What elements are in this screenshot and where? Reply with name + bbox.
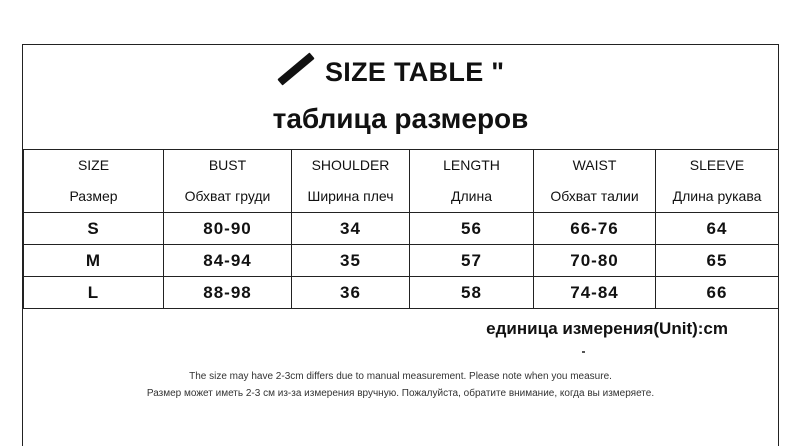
table-cell: 84-94	[164, 245, 292, 277]
measurement-note-english: The size may have 2-3cm differs due to manual measurement. Please note when you measure.	[189, 371, 612, 382]
header-sleeve-ru: Длина рукава	[656, 180, 779, 213]
header-shoulder: SHOULDER	[292, 150, 410, 181]
header-row-english	[24, 150, 779, 181]
size-chart-frame	[22, 44, 779, 446]
header-waist-ru: Обхват талии	[534, 180, 656, 213]
table-row	[24, 245, 779, 277]
table-cell: 66	[656, 277, 779, 309]
table-cell: M	[24, 245, 164, 277]
size-table	[23, 149, 779, 309]
table-row	[24, 277, 779, 309]
slash-mark-icon	[277, 52, 314, 85]
header-length-ru: Длина	[410, 180, 534, 213]
table-cell: 80-90	[164, 213, 292, 245]
header-length: LENGTH	[410, 150, 534, 181]
table-cell: 64	[656, 213, 779, 245]
table-cell: 35	[292, 245, 410, 277]
measurement-note-russian: Размер может иметь 2-3 см из-за измерения вручную. Пожалуйста, обратите внимание, когда вы измеряете.	[146, 388, 655, 399]
header-sleeve: SLEEVE	[656, 150, 779, 181]
header-waist: WAIST	[534, 150, 656, 181]
title-russian: таблица размеров	[272, 103, 529, 134]
table-cell: 56	[410, 213, 534, 245]
unit-label: единица измерения(Unit):cm	[486, 319, 728, 338]
table-cell: 58	[410, 277, 534, 309]
title-block	[23, 45, 778, 149]
table-cell: 66-76	[534, 213, 656, 245]
header-size: SIZE	[24, 150, 164, 181]
table-cell: 70-80	[534, 245, 656, 277]
header-bust-ru: Обхват груди	[164, 180, 292, 213]
table-cell: 57	[410, 245, 534, 277]
header-shoulder-ru: Ширина плеч	[292, 180, 410, 213]
header-size-ru: Размер	[24, 180, 164, 213]
table-row	[24, 213, 779, 245]
table-cell: L	[24, 277, 164, 309]
header-bust: BUST	[164, 150, 292, 181]
table-cell: 65	[656, 245, 779, 277]
table-cell: 34	[292, 213, 410, 245]
table-cell: 36	[292, 277, 410, 309]
table-cell: 88-98	[164, 277, 292, 309]
header-row-russian	[24, 180, 779, 213]
table-cell: S	[24, 213, 164, 245]
dot-mark	[582, 351, 585, 353]
table-cell: 74-84	[534, 277, 656, 309]
title-english: SIZE TABLE "	[325, 57, 505, 87]
